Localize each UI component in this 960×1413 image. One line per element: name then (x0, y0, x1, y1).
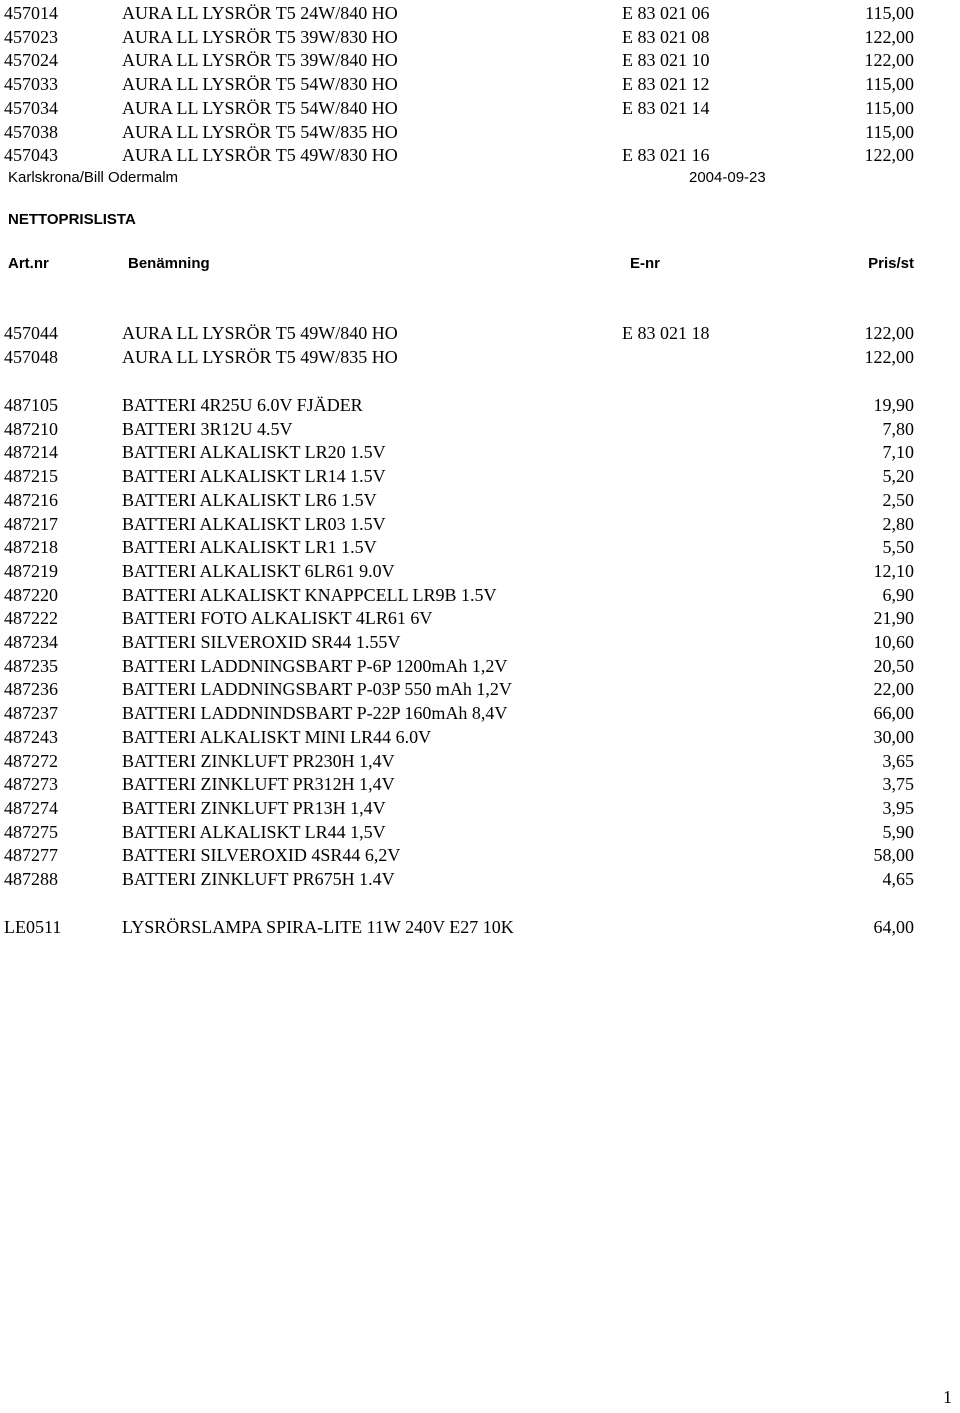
e-number-cell: E 83 021 10 (622, 50, 710, 71)
page-number: 1 (943, 1387, 952, 1407)
description-cell: AURA LL LYSRÖR T5 39W/840 HO (122, 50, 398, 71)
art-number-cell: 457044 (4, 323, 58, 343)
description-cell: BATTERI 4R25U 6.0V FJÄDER (122, 395, 363, 415)
price-cell: 3,65 (882, 750, 914, 771)
art-number-cell: 487237 (4, 703, 58, 724)
e-number-cell: E 83 021 16 (622, 145, 710, 166)
price-cell: 5,90 (882, 821, 914, 842)
description-cell: BATTERI SILVEROXID SR44 1.55V (122, 632, 401, 652)
table-row (0, 48, 960, 72)
art-number-cell: 457043 (4, 145, 58, 166)
table-row (0, 796, 960, 820)
description-cell: BATTERI LADDNINGSBART P-6P 1200mAh 1,2V (122, 655, 508, 676)
description-cell: BATTERI 3R12U 4.5V (122, 418, 293, 439)
price-cell: 21,90 (873, 608, 914, 629)
price-cell: 3,75 (882, 774, 914, 795)
table-row (0, 559, 960, 583)
description-cell: BATTERI ZINKLUFT PR312H 1,4V (122, 774, 395, 795)
column-header-name: Benämning (128, 255, 210, 272)
price-cell: 115,00 (865, 3, 914, 23)
art-number-cell: 457033 (4, 74, 58, 95)
description-cell: AURA LL LYSRÖR T5 49W/840 HO (122, 323, 398, 343)
description-cell: AURA LL LYSRÖR T5 54W/840 HO (122, 97, 398, 118)
art-number-cell: 487277 (4, 845, 58, 866)
art-number-cell: 457038 (4, 121, 58, 142)
price-cell: 6,90 (882, 584, 914, 605)
art-number-cell: 487236 (4, 679, 58, 700)
art-number-cell: 457023 (4, 26, 58, 47)
art-number-cell: 457014 (4, 3, 58, 23)
table-row (0, 417, 960, 441)
art-number-cell: 487272 (4, 750, 58, 771)
description-cell: BATTERI ALKALISKT LR20 1.5V (122, 442, 386, 463)
price-cell: 115,00 (865, 121, 914, 142)
table-row (0, 535, 960, 559)
description-cell: AURA LL LYSRÖR T5 39W/830 HO (122, 26, 398, 47)
description-cell: BATTERI FOTO ALKALISKT 4LR61 6V (122, 608, 433, 629)
page-title: NETTOPRISLISTA (8, 211, 136, 228)
description-cell: BATTERI ALKALISKT LR44 1,5V (122, 821, 386, 842)
table-row (0, 867, 960, 891)
column-header-price: Pris/st (868, 255, 914, 272)
table-row (0, 606, 960, 630)
price-cell: 115,00 (865, 74, 914, 95)
e-number-cell: E 83 021 12 (622, 74, 710, 95)
art-number-cell: 487217 (4, 513, 58, 534)
price-cell: 58,00 (873, 845, 914, 866)
description-cell: BATTERI ALKALISKT KNAPPCELL LR9B 1.5V (122, 584, 497, 605)
table-row (0, 725, 960, 749)
price-cell: 122,00 (864, 323, 914, 343)
price-cell: 30,00 (873, 726, 914, 747)
art-number-cell: 487222 (4, 608, 58, 629)
table-row (0, 464, 960, 488)
table-row (0, 820, 960, 844)
table-row (0, 120, 960, 144)
art-number-cell: LE0511 (4, 917, 62, 937)
description-cell: BATTERI ALKALISKT LR6 1.5V (122, 489, 377, 510)
description-cell: BATTERI ALKALISKT LR14 1.5V (122, 466, 386, 487)
price-cell: 10,60 (873, 632, 914, 652)
table-row (0, 1, 960, 25)
table-row (0, 488, 960, 512)
price-cell: 7,80 (882, 418, 914, 439)
table-row (0, 25, 960, 49)
table-row (0, 843, 960, 867)
art-number-cell: 487219 (4, 560, 58, 581)
art-number-cell: 487218 (4, 537, 58, 558)
description-cell: LYSRÖRSLAMPA SPIRA-LITE 11W 240V E27 10K (122, 917, 514, 937)
description-cell: BATTERI ZINKLUFT PR675H 1.4V (122, 869, 395, 889)
art-number-cell: 457034 (4, 97, 58, 118)
price-cell: 12,10 (873, 560, 914, 581)
description-cell: BATTERI ZINKLUFT PR230H 1,4V (122, 750, 395, 771)
description-cell: AURA LL LYSRÖR T5 54W/830 HO (122, 74, 398, 95)
e-number-cell: E 83 021 18 (622, 323, 710, 343)
art-number-cell: 457048 (4, 346, 58, 367)
table-row (0, 72, 960, 96)
table-row (0, 345, 960, 369)
description-cell: BATTERI SILVEROXID 4SR44 6,2V (122, 845, 401, 866)
e-number-cell: E 83 021 08 (622, 26, 710, 47)
e-number-cell: E 83 021 06 (622, 3, 710, 23)
description-cell: AURA LL LYSRÖR T5 49W/830 HO (122, 145, 398, 166)
table-row (0, 915, 960, 939)
price-cell: 3,95 (882, 797, 914, 818)
price-cell: 20,50 (873, 655, 914, 676)
table-row (0, 440, 960, 464)
price-cell: 7,10 (882, 442, 914, 463)
description-cell: BATTERI ALKALISKT 6LR61 9.0V (122, 560, 395, 581)
art-number-cell: 487220 (4, 584, 58, 605)
description-cell: AURA LL LYSRÖR T5 49W/835 HO (122, 346, 398, 367)
table-row (0, 143, 960, 167)
description-cell: BATTERI ZINKLUFT PR13H 1,4V (122, 797, 386, 818)
art-number-cell: 487243 (4, 726, 58, 747)
table-row (0, 96, 960, 120)
description-cell: BATTERI ALKALISKT LR03 1.5V (122, 513, 386, 534)
art-number-cell: 487288 (4, 869, 58, 889)
footer-location: Karlskrona/Bill Odermalm (8, 169, 179, 186)
art-number-cell: 457024 (4, 50, 58, 71)
price-cell: 122,00 (864, 26, 914, 47)
art-number-cell: 487210 (4, 418, 58, 439)
description-cell: AURA LL LYSRÖR T5 54W/835 HO (122, 121, 398, 142)
price-cell: 5,20 (882, 466, 914, 487)
art-number-cell: 487274 (4, 797, 58, 818)
table-row (0, 630, 960, 654)
price-cell: 122,00 (864, 346, 914, 367)
art-number-cell: 487273 (4, 774, 58, 795)
description-cell: BATTERI ALKALISKT LR1 1.5V (122, 537, 377, 558)
art-number-cell: 487105 (4, 395, 58, 415)
table-row (0, 677, 960, 701)
art-number-cell: 487214 (4, 442, 58, 463)
description-cell: AURA LL LYSRÖR T5 24W/840 HO (122, 3, 398, 23)
art-number-cell: 487216 (4, 489, 58, 510)
price-cell: 2,50 (882, 489, 914, 510)
price-cell: 22,00 (873, 679, 914, 700)
table-row (0, 654, 960, 678)
column-header-art-nr: Art.nr (8, 255, 49, 272)
art-number-cell: 487275 (4, 821, 58, 842)
footer-date: 2004-09-23 (689, 169, 766, 186)
description-cell: BATTERI ALKALISKT MINI LR44 6.0V (122, 726, 432, 747)
price-cell: 2,80 (882, 513, 914, 534)
table-row (0, 583, 960, 607)
art-number-cell: 487234 (4, 632, 58, 652)
art-number-cell: 487235 (4, 655, 58, 676)
column-header-e-nr: E-nr (630, 255, 660, 272)
price-cell: 64,00 (873, 917, 914, 937)
price-cell: 122,00 (864, 50, 914, 71)
table-row (0, 512, 960, 536)
price-cell: 122,00 (864, 145, 914, 166)
price-cell: 115,00 (865, 97, 914, 118)
e-number-cell: E 83 021 14 (622, 97, 710, 118)
price-cell: 66,00 (873, 703, 914, 724)
price-cell: 4,65 (882, 869, 914, 889)
description-cell: BATTERI LADDNINGSBART P-03P 550 mAh 1,2V (122, 679, 512, 700)
art-number-cell: 487215 (4, 466, 58, 487)
table-row (0, 772, 960, 796)
price-cell: 19,90 (873, 395, 914, 415)
price-cell: 5,50 (882, 537, 914, 558)
table-row (0, 749, 960, 773)
table-row (0, 701, 960, 725)
table-row (0, 393, 960, 417)
description-cell: BATTERI LADDNINDSBART P-22P 160mAh 8,4V (122, 703, 508, 724)
table-row (0, 321, 960, 345)
